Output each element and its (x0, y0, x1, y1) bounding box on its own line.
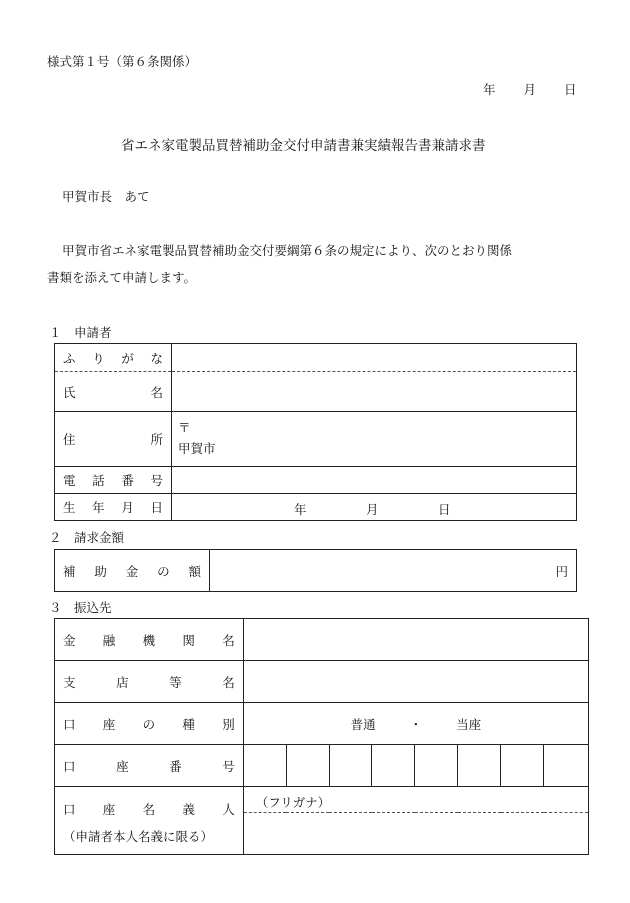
phone-field[interactable] (172, 467, 577, 494)
birth-year-unit: 年 (294, 502, 307, 517)
birth-day-unit: 日 (438, 502, 451, 517)
account-digit-box[interactable] (243, 745, 286, 787)
branch-name-label: 支 店 等 名 (55, 661, 244, 703)
document-title: 省エネ家電製品買替補助金交付申請書兼実績報告書兼請求書 (121, 138, 486, 154)
account-digit-box[interactable] (329, 745, 372, 787)
birthdate-label: 生 年 月 日 (55, 494, 172, 521)
postal-mark: 〒 (178, 420, 191, 435)
account-holder-name-field[interactable] (243, 813, 588, 855)
form-number: 様式第１号（第６条関係） (47, 54, 198, 69)
account-digit-box[interactable] (415, 745, 458, 787)
name-label: 氏 名 (55, 372, 172, 412)
account-digit-box[interactable] (501, 745, 544, 787)
date-day-unit: 日 (564, 82, 577, 97)
date-month-unit: 月 (523, 82, 537, 97)
account-type-separator: ・ (409, 716, 423, 732)
kana-label: （フリガナ） (255, 795, 331, 810)
account-type-ordinary[interactable]: 普通 (350, 716, 376, 732)
bank-name-label: 金 融 機 関 名 (55, 619, 244, 661)
account-type-field[interactable] (243, 703, 588, 745)
section-bank-heading: ３ 振込先 (49, 600, 112, 615)
section-applicant-heading: １ 申請者 (49, 325, 112, 340)
account-type-current[interactable]: 当座 (456, 716, 482, 732)
account-digit-box[interactable] (372, 745, 415, 787)
section-amount-heading: ２ 請求金額 (49, 530, 125, 545)
bank-name-field[interactable] (243, 619, 588, 661)
date-year-unit: 年 (483, 82, 496, 97)
yen-unit: 円 (555, 563, 568, 579)
intro-line-1: 甲賀市省エネ家電製品買替補助金交付要綱第６条の規定により、次のとおり関係 (62, 243, 513, 258)
account-holder-note: （申請者本人名義に限る） (63, 829, 214, 844)
furigana-field[interactable] (172, 344, 577, 372)
applicant-table (54, 343, 577, 521)
account-digit-box[interactable] (458, 745, 501, 787)
amount-table (54, 549, 577, 592)
account-holder-label: 口 座 名 義 人 （申請者本人名義に限る） (55, 787, 244, 855)
furigana-label: ふ り が な (55, 344, 172, 372)
account-type-label: 口 座 の 種 別 (55, 703, 244, 745)
intro-line-2: 書類を添えて申請します。 (47, 270, 197, 285)
branch-name-field[interactable] (243, 661, 588, 703)
phone-label: 電 話 番 号 (55, 467, 172, 494)
amount-field[interactable] (210, 550, 577, 592)
addressee: 甲賀市長 あて (62, 189, 150, 204)
account-digit-box[interactable] (286, 745, 329, 787)
birth-month-unit: 月 (366, 502, 379, 517)
bank-table (54, 618, 589, 855)
account-holder-kana-field[interactable] (243, 787, 588, 813)
address-label: 住 所 (55, 412, 172, 467)
birthdate-field[interactable] (172, 494, 577, 521)
amount-label: 補 助 金 の 額 (55, 550, 210, 592)
address-city: 甲賀市 (178, 441, 216, 456)
address-field[interactable] (172, 412, 577, 467)
account-digit-box[interactable] (544, 745, 589, 787)
name-field[interactable] (172, 372, 577, 412)
account-number-label: 口 座 番 号 (55, 745, 244, 787)
date-line (483, 80, 577, 98)
